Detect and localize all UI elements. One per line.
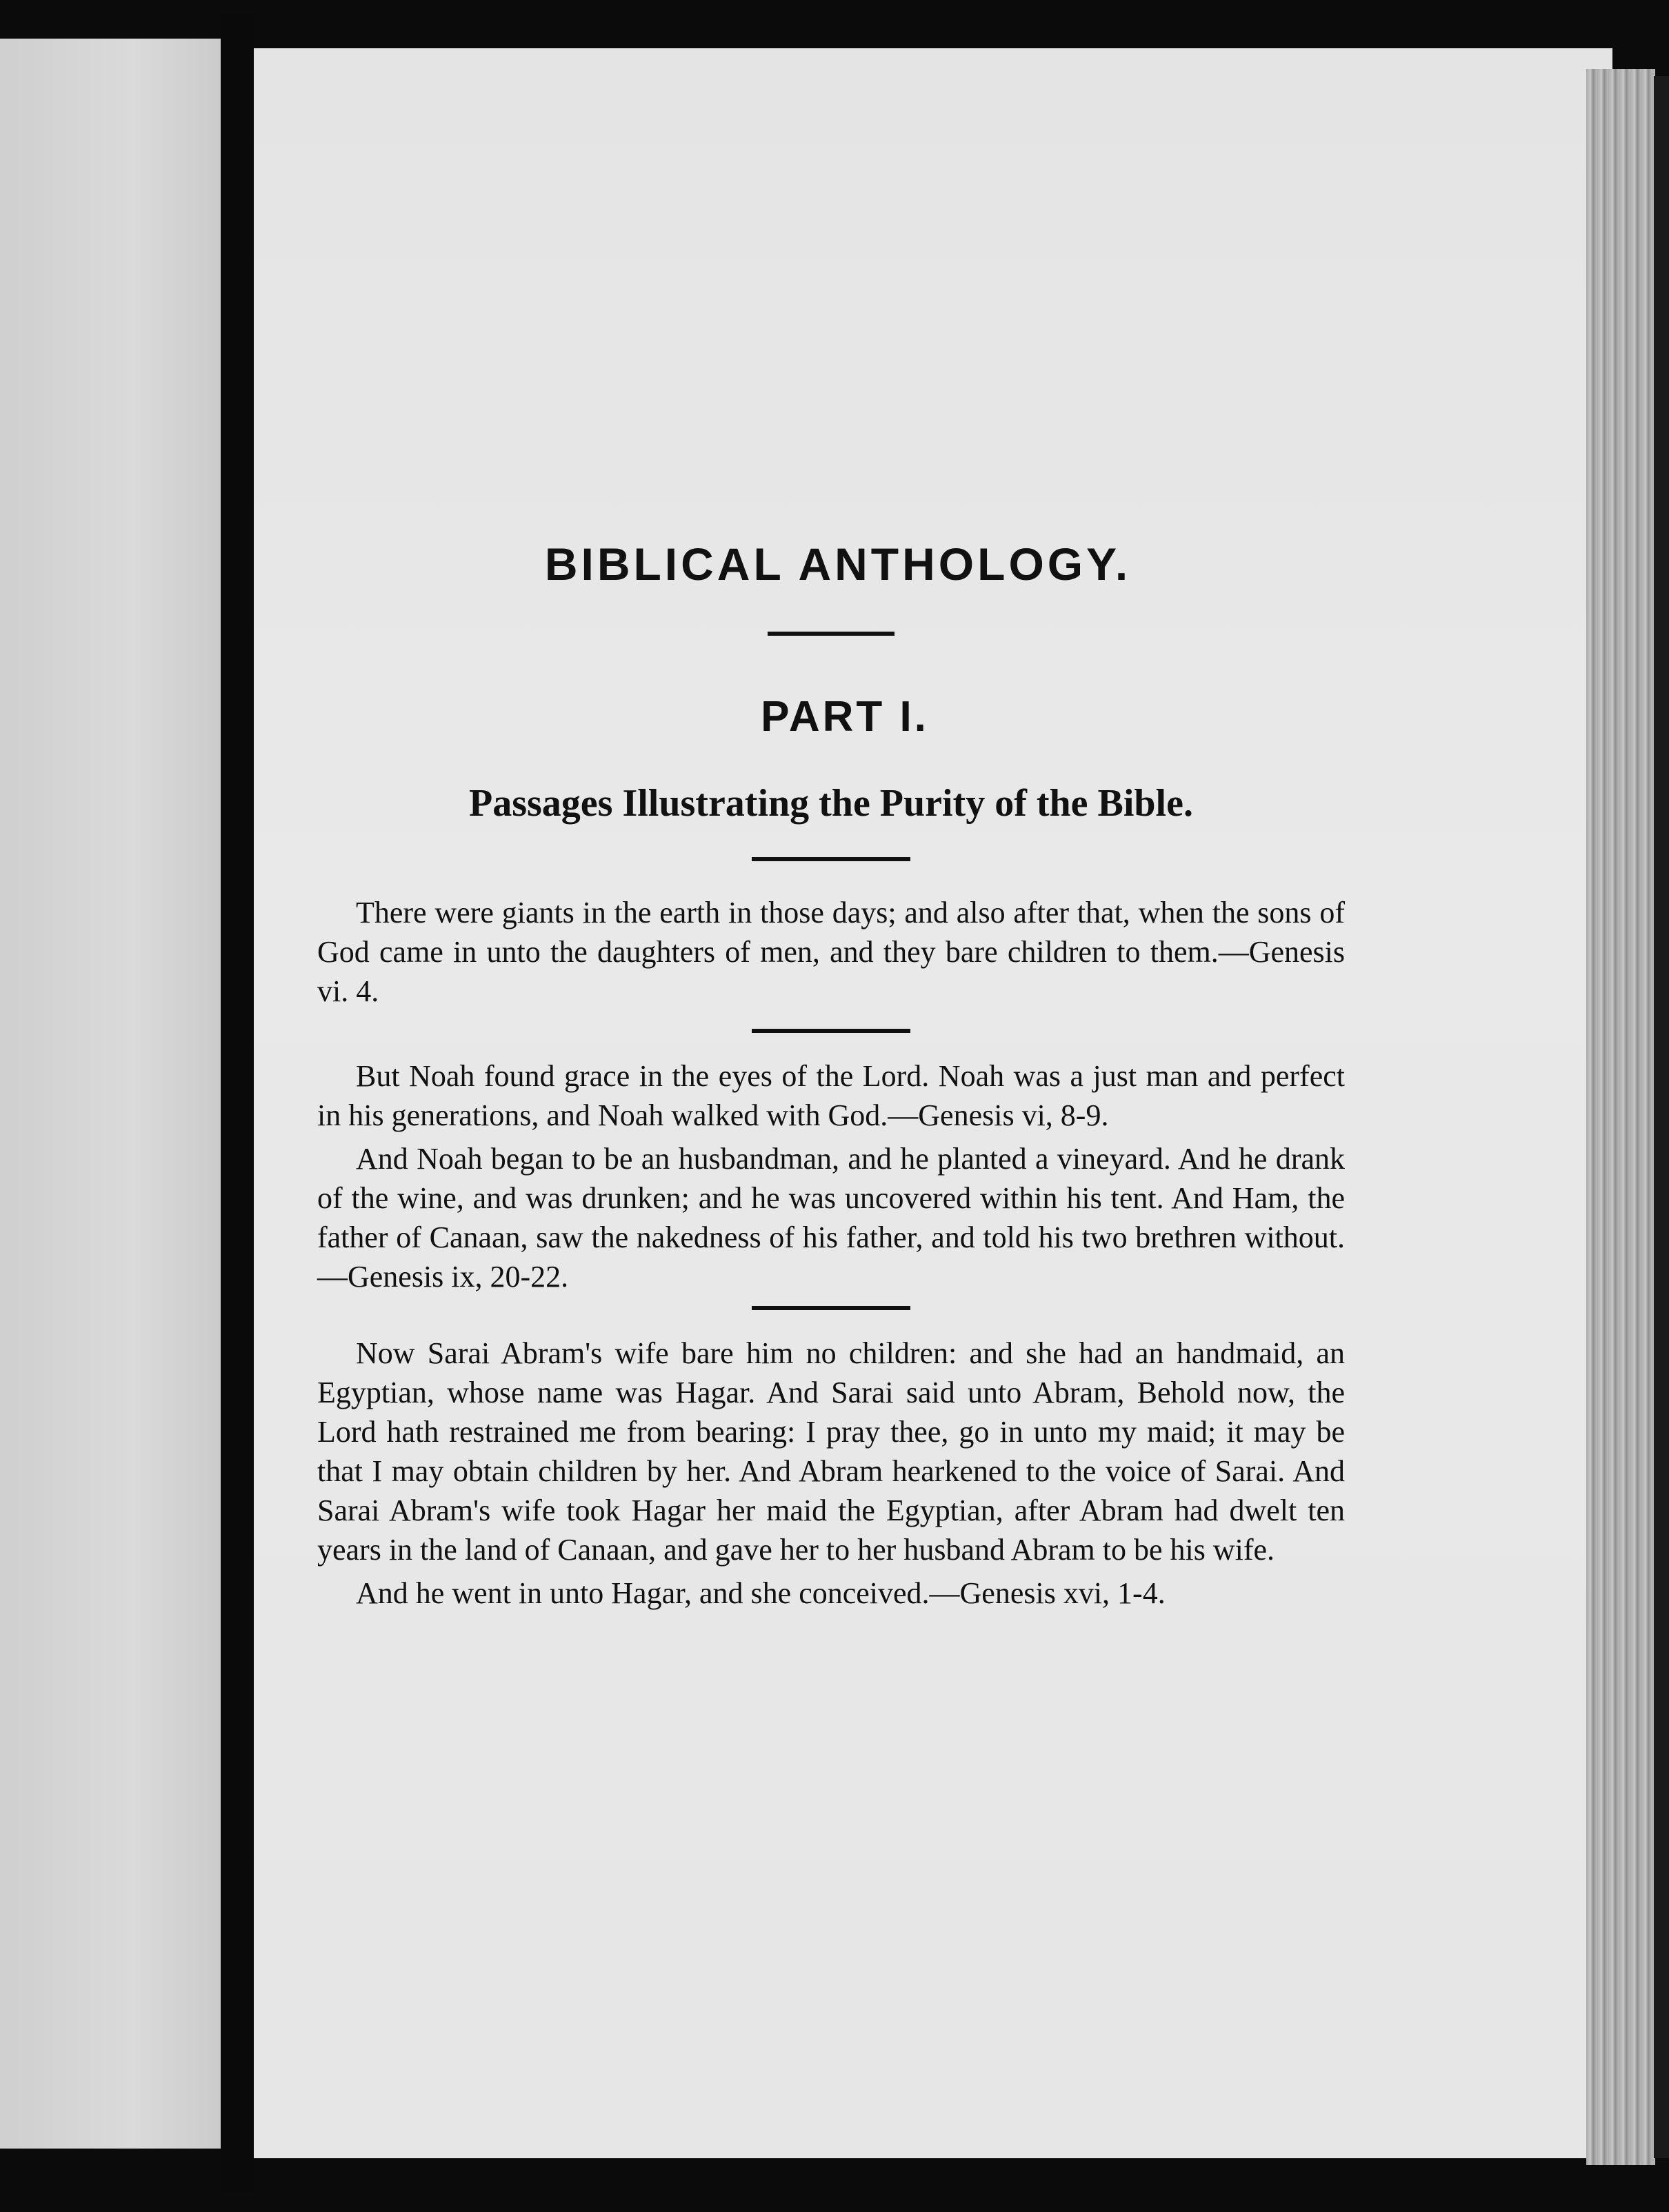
passage-paragraph: But Noah found grace in the eyes of the Lord. Noah was a just man and perfect in his generations, and Noah walked with God.—Genesis vi, 8-9. [317, 1059, 1345, 1132]
divider-rule [752, 1029, 910, 1033]
divider-rule [752, 1306, 910, 1310]
page-content [317, 538, 1345, 1613]
divider-rule [752, 857, 910, 861]
divider-rule [768, 632, 895, 636]
passage-paragraph: And Noah began to be an husbandman, and he planted a vineyard. And he drank of the wine, and was drunken; and he was uncovered within his tent. And Ham, the father of Canaan, saw the nakedness of his father, and told his two brethren without.—Genesis ix, 20-22. [317, 1142, 1345, 1294]
page-edges-shadow [1654, 76, 1669, 2158]
binding-gutter [221, 14, 254, 2193]
page-title: BIBLICAL ANTHOLOGY. [544, 539, 1132, 590]
part-subtitle: Passages Illustrating the Purity of the Bible. [469, 782, 1193, 825]
passage-paragraph: Now Sarai Abram's wife bare him no children: and she had an handmaid, an Egyptian, whose name was Hagar. And Sarai said unto Abram, Behold now, the Lord hath restrained me from bearing: I pray thee, go in unto my maid; it may be that I may obtain children by her. And Abram hearkened to the voice of Sarai. And Sarai Abram's wife took Hagar her maid the Egyptian, after Abram had dwelt ten years in the land of Canaan, and gave her to her husband Abram to be his wife. [317, 1336, 1345, 1567]
passage-paragraph: And he went in unto Hagar, and she conceived.—Genesis xvi, 1-4. [356, 1576, 1166, 1610]
facing-page [0, 39, 221, 2149]
page-edges [1586, 69, 1655, 2165]
passage-paragraph: There were giants in the earth in those days; and also after that, when the sons of God came in unto the daughters of men, and they bare children to them.—Genesis vi. 4. [317, 896, 1345, 1008]
part-heading: PART I. [761, 693, 929, 741]
